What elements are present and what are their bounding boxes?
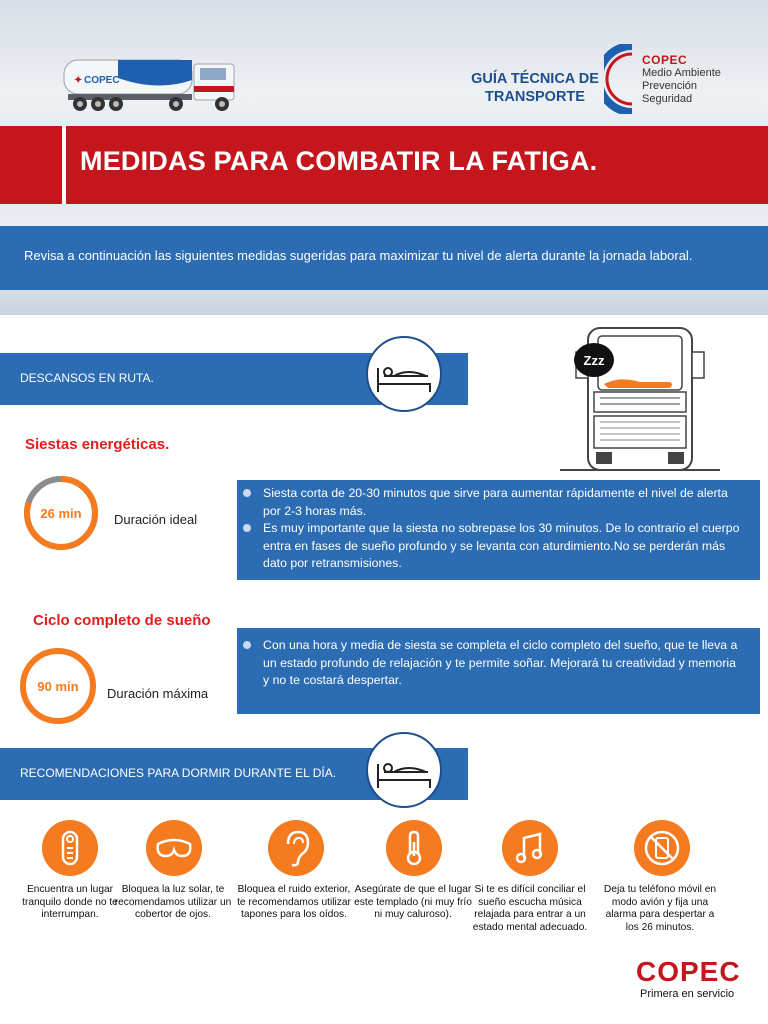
logo-line-safety: Seguridad <box>642 93 693 105</box>
sleep-mask-icon <box>154 828 194 868</box>
no-phone-icon-circle <box>634 820 690 876</box>
zzz-bubble-text: Zzz <box>583 353 605 368</box>
ring-90-min <box>18 646 98 726</box>
footer-logo <box>636 956 741 1000</box>
bullet-dot <box>243 524 251 532</box>
footer-tagline: Primera en servicio <box>640 988 735 1000</box>
naps-bullet-2-text: Es muy importante que la siesta no sobrepase los 30 minutos. De lo contrario el cuerpo entra en fases de sueño profundo y se levanta con aturdimiento.No se perderán más dato por retransmisiones. <box>263 521 740 570</box>
intro-band <box>0 226 768 290</box>
naps-bullet-1-text: Siesta corta de 20-30 minutos que sirve para aumentar rápidamente el nivel de alerta por 2-3 horas más. <box>263 486 728 518</box>
svg-text:COPEC: COPEC <box>84 75 120 86</box>
ring-90-value: 90 min <box>37 679 79 694</box>
logo-brand: COPEC <box>642 53 688 67</box>
bullet-dot <box>243 489 251 497</box>
cycle-bullet-1-text: Con una hora y media de siesta se completa el ciclo completo del sueño, que te lleva a un estado profundo de relajación y te permite soñar. Mejorará tu creatividad y memoria y no te costará despertar. <box>263 638 738 687</box>
naps-info-box <box>237 480 760 580</box>
logo-line-prevention: Prevención <box>642 80 698 92</box>
cycle-title: Ciclo completo de sueño <box>33 612 211 629</box>
naps-title: Siestas energéticas. <box>25 436 170 453</box>
thermometer-icon-circle <box>386 820 442 876</box>
tip-caption-4: Asegúrate de que el lugar este templado (ni muy frío ni muy caluroso). <box>354 884 472 920</box>
tip-caption-3: Bloquea el ruido exterior, te recomendamos utilizar tapones para los oídos. <box>237 884 351 920</box>
ear-icon-circle <box>268 820 324 876</box>
tip-caption-6: Deja tu teléfono móvil en modo avión y fija una alarma para despertar a los 26 minutos. <box>603 884 717 933</box>
bed-circle <box>366 336 442 412</box>
no-phone-icon <box>642 828 682 868</box>
intro-text: Revisa a continuación las siguientes medidas sugeridas para maximizar tu nivel de alerta durante la jornada laboral. <box>24 248 693 263</box>
svg-text:✦: ✦ <box>74 75 83 86</box>
copec-logo <box>642 54 721 106</box>
sleep-mask-icon-circle <box>146 820 202 876</box>
cycle-info-box <box>237 628 760 714</box>
guide-title: GUÍA TÉCNICA DE TRANSPORTE <box>471 71 599 105</box>
ring-26-min <box>22 474 100 552</box>
section-day-sleep-label: RECOMENDACIONES PARA DORMIR DURANTE EL DÍA. <box>20 766 337 780</box>
copec-globe-icon <box>604 44 634 114</box>
cycle-bullet-1 <box>263 637 744 690</box>
banner-accent-bar <box>62 126 66 204</box>
tip-caption-2: Bloquea la luz solar, te recomendamos utilizar un cobertor de ojos. <box>114 884 232 920</box>
ring-26-value: 26 min <box>40 506 82 521</box>
cycle-ring-label: Duración máxima <box>107 686 209 701</box>
bed-circle-2 <box>366 732 442 808</box>
ear-icon <box>276 828 316 868</box>
music-note-icon-circle <box>502 820 558 876</box>
bed-icon <box>368 734 440 806</box>
footer-brand: COPEC <box>636 956 741 987</box>
logo-line-environment: Medio Ambiente <box>642 67 721 79</box>
tanker-truck-illustration <box>58 52 244 118</box>
naps-ring-label: Duración ideal <box>114 512 198 527</box>
bullet-dot <box>243 641 251 649</box>
naps-bullet-1 <box>263 485 744 520</box>
thermometer-icon <box>394 828 434 868</box>
truck-cab-sleeping-illustration <box>560 322 720 474</box>
tip-caption-1: Encuentra un lugar tranquilo donde no te interrumpan. <box>22 884 118 920</box>
tip-caption-5: Si te es difícil conciliar el sueño escucha música relajada para entrar a un estado mental adecuado. <box>472 884 588 933</box>
section-rest-label: DESCANSOS EN RUTA. <box>20 371 154 385</box>
music-note-icon <box>510 828 550 868</box>
title-banner <box>0 126 768 204</box>
naps-bullet-2 <box>263 520 744 573</box>
do-not-disturb-icon-circle <box>42 820 98 876</box>
do-not-disturb-icon <box>50 828 90 868</box>
bed-icon <box>368 338 440 410</box>
page-title: MEDIDAS PARA COMBATIR LA FATIGA. <box>80 146 598 176</box>
